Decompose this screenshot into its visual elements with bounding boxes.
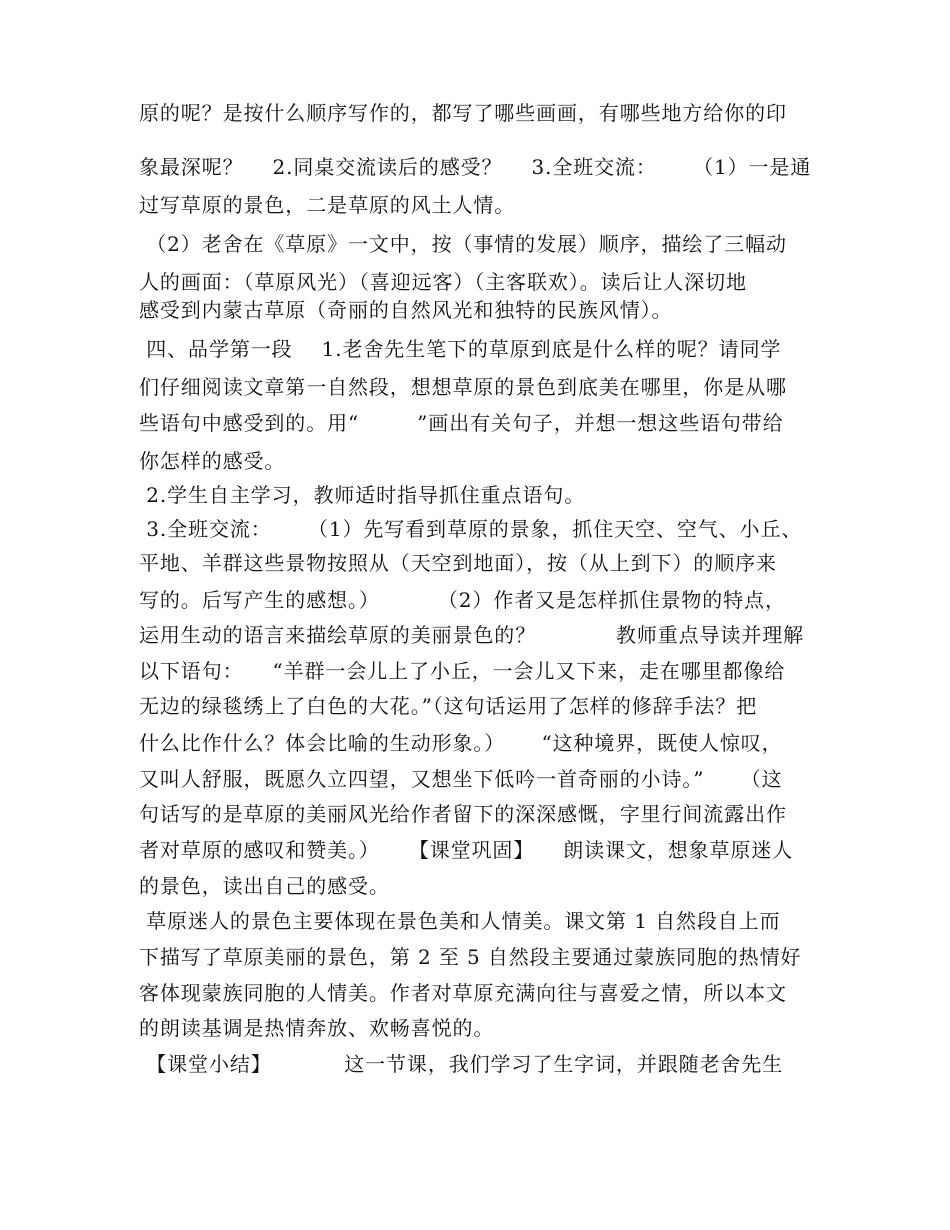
text-line: 客体现蒙族同胞的人情美。作者对草原充满向往与喜爱之情，所以本文 — [139, 981, 787, 1005]
text-line: （2）老舍在《草原》一文中，按（事情的发展）顺序，描绘了三幅动 — [139, 232, 787, 256]
text-line: 3.全班交流： （1）先写看到草原的景象，抓住天空、空气、小丘、 — [139, 517, 803, 541]
text-line: 下描写了草原美丽的景色，第 2 至 5 自然段主要通过蒙族同胞的热情好 — [139, 945, 802, 969]
text-line: 感受到内蒙古草原（奇丽的自然风光和独特的民族风情）。 — [139, 298, 673, 322]
text-line: 句话写的是草原的美丽风光给作者留下的深深感慨，字里行间流露出作 — [139, 802, 787, 826]
text-line: 者对草原的感叹和赞美。） 【课堂巩固】 朗读课文，想象草原迷人 — [139, 838, 794, 862]
text-line: 以下语句： “羊群一会儿上了小丘，一会儿又下来，走在哪里都像给 — [139, 659, 786, 683]
text-line: 平地、羊群这些景物按照从（天空到地面），按（从上到下）的顺序来 — [139, 551, 777, 575]
text-line: 你怎样的感受。 — [139, 449, 286, 473]
text-line: 运用生动的语言来描绘草原的美丽景色的？ 教师重点导读并理解 — [139, 623, 805, 647]
text-line: 四、品学第一段 1.老舍先生笔下的草原到底是什么样的呢？请同学 — [139, 337, 782, 361]
text-line: 些语句中感受到的。用“ ”画出有关句子，并想一想这些语句带给 — [139, 411, 784, 435]
text-line: 什么比作什么？体会比喻的生动形象。） “这种境界，既使人惊叹， — [139, 731, 783, 755]
text-line: 【课堂小结】 这一节课，我们学习了生字词，并跟随老舍先生 — [139, 1052, 784, 1076]
text-line: 原的呢？是按什么顺序写作的，都写了哪些画画，有哪些地方给你的印 — [139, 101, 787, 125]
text-line: 又叫人舒服，既愿久立四望，又想坐下低吟一首奇丽的小诗。” （这 — [139, 767, 783, 791]
text-line: 象最深呢？ 2.同桌交流读后的感受？ 3.全班交流： （1）一是通 — [139, 155, 812, 179]
text-line: 草原迷人的景色主要体现在景色美和人情美。课文第 1 自然段自上而 — [139, 909, 781, 933]
text-line: 的景色，读出自己的感受。 — [139, 874, 390, 898]
text-line: 无边的绿毯绣上了白色的大花。”（这句话运用了怎样的修辞手法？把 — [139, 694, 758, 718]
text-line: 们仔细阅读文章第一自然段，想想草原的景色到底美在哪里，你是从哪 — [139, 375, 787, 399]
text-line: 人的画面：（草原风光）（喜迎远客）（主客联欢）。读后让人深切地 — [139, 270, 747, 294]
text-line: 的朗读基调是热情奔放、欢畅喜悦的。 — [139, 1016, 495, 1040]
text-line: 2.学生自主学习，教师适时指导抓住重点语句。 — [139, 483, 586, 507]
text-line: 写的。后写产生的感想。） （2）作者又是怎样抓住景物的特点， — [139, 588, 786, 612]
text-line: 过写草原的景色，二是草原的风土人情。 — [139, 193, 516, 217]
